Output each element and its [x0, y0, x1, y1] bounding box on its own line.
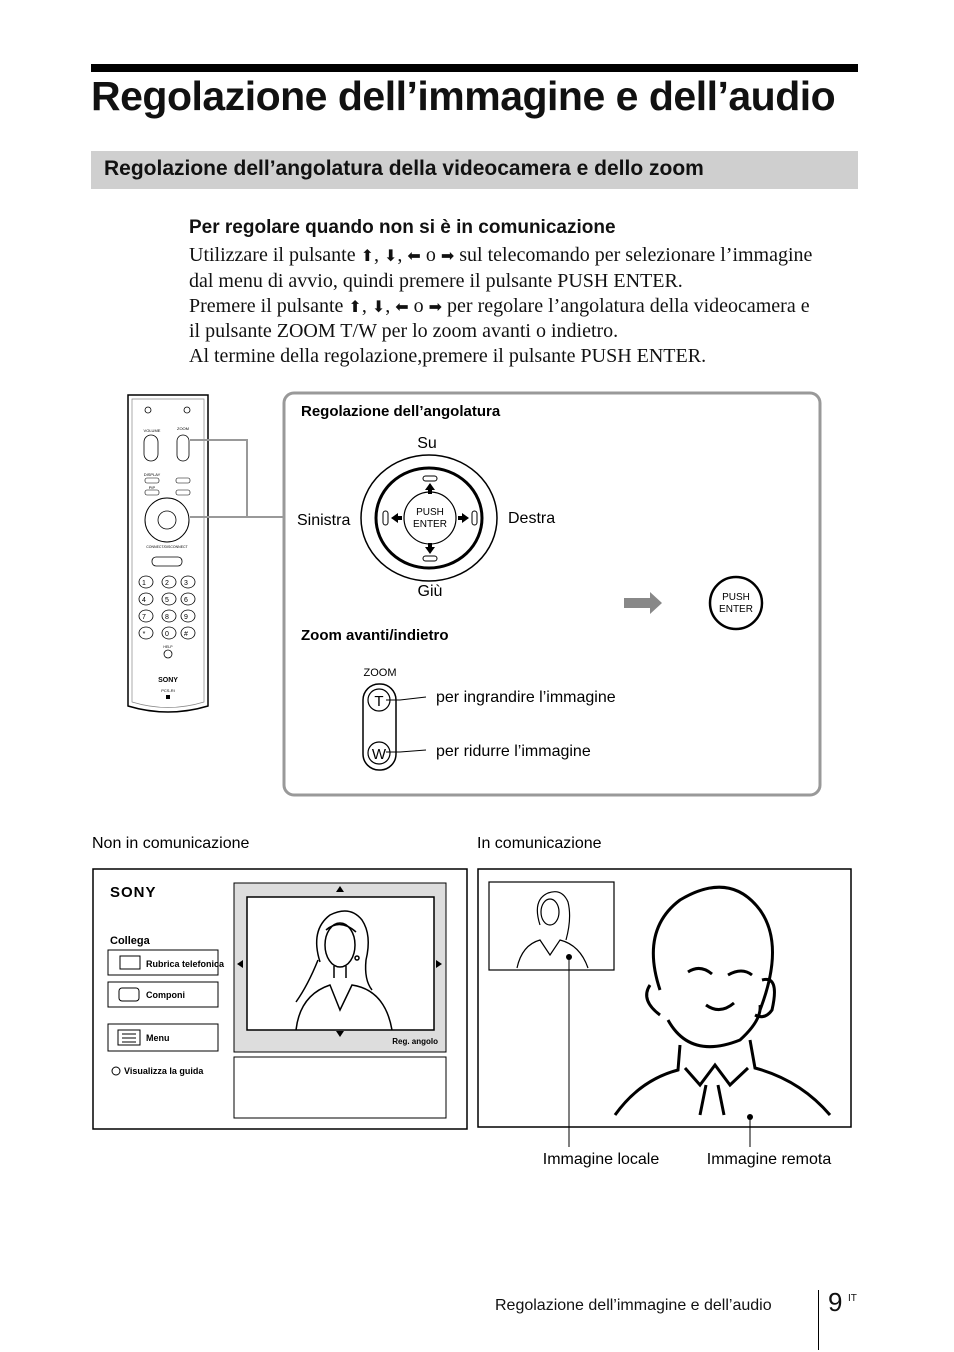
label-right: Destra [508, 510, 556, 527]
remote-control [128, 395, 208, 712]
remote-model: PCS-RI [161, 688, 175, 693]
in-call-label: In comunicazione [477, 835, 602, 852]
footer-text: Regolazione dell’immagine e dell’audio [495, 1297, 772, 1314]
arrow-down-icon: ⬇ [371, 299, 386, 316]
remote-image-label: Immagine remota [706, 1151, 832, 1168]
label-left: Sinistra [297, 512, 351, 529]
guide-label[interactable]: Visualizza la guida [124, 1066, 204, 1076]
remote-key-star[interactable] [139, 627, 153, 639]
body-text: Premere il pulsante [189, 295, 344, 317]
remote-key-label: 6 [184, 597, 188, 604]
push-label: PUSH [416, 507, 444, 518]
push-enter-button[interactable] [404, 492, 456, 544]
remote-key-label: 7 [142, 614, 146, 621]
message-area [234, 1057, 446, 1118]
arrow-left-icon: ⬅ [395, 299, 409, 316]
arrow-down-icon: ⬇ [384, 248, 398, 265]
remote-key-label: 9 [184, 614, 188, 621]
remote-key-label: 3 [184, 580, 188, 587]
down-button[interactable] [423, 556, 437, 561]
label-up: Su [417, 435, 437, 452]
arrow-left-icon: ⬅ [407, 248, 421, 265]
push-label: PUSH [722, 592, 750, 603]
remote-key-label: 1 [142, 580, 146, 587]
zoom-t-label: T [374, 693, 384, 710]
arrow-right-icon: ➡ [428, 299, 443, 316]
local-image-window [489, 882, 614, 970]
remote-connect-label: CONNECT/DISCONNECT [146, 545, 188, 549]
label-down: Giù [417, 583, 443, 600]
zoom-in-desc: per ingrandire l’immagine [436, 689, 616, 706]
phonebook-icon [120, 956, 140, 969]
right-button[interactable] [472, 511, 477, 525]
angle-title: Regolazione dell’angolatura [301, 403, 501, 420]
left-button[interactable] [383, 511, 388, 525]
remote-zoom-label: ZOOM [177, 426, 189, 431]
zoom-w-label: W [371, 746, 387, 763]
footer-rule [818, 1290, 819, 1350]
up-button[interactable] [423, 476, 437, 481]
remote-help-label: HELP [163, 645, 173, 649]
enter-label: ENTER [719, 604, 753, 615]
menu-label: Menu [146, 1033, 170, 1043]
page-title: Regolazione dell’immagine e dell’audio [91, 73, 836, 119]
remote-key-label: 5 [165, 597, 169, 604]
remote-key-label: 4 [142, 597, 146, 604]
remote-key-label: 0 [165, 631, 169, 638]
push-enter-button[interactable] [710, 577, 762, 629]
remote-ir-emitter [166, 695, 170, 699]
dial-button[interactable] [108, 982, 218, 1007]
guide-circle-icon [112, 1067, 120, 1075]
connect-heading: Collega [110, 935, 150, 947]
phonebook-label: Rubrica telefonica [146, 959, 225, 969]
zoom-out-desc: per ridurre l’immagine [436, 743, 591, 760]
local-image-dot [566, 954, 572, 960]
page-language: IT [848, 1293, 857, 1304]
body-line-1: Utilizzare il pulsante ⬆, ⬇, ⬅ o ➡ sul telecomando per selezionare l’immagine [189, 244, 813, 266]
screen-brand-logo: SONY [110, 884, 157, 901]
remote-key-label: * [142, 631, 146, 638]
remote-key-label: 8 [165, 614, 169, 621]
angle-adjust-label: Reg. angolo [392, 1037, 438, 1046]
body-line-5: Al termine della regolazione,premere il pulsante PUSH ENTER. [189, 345, 707, 367]
body-text: per regolare l’angolatura della videocamera e [447, 295, 810, 317]
arrow-right-icon: ➡ [440, 248, 455, 265]
remote-display-label: DISPLAY [143, 472, 161, 477]
local-image-label: Immagine locale [542, 1151, 660, 1168]
body-text: sul telecomando per selezionare l’immagine [459, 244, 813, 266]
arrow-up-icon: ⬆ [360, 248, 375, 265]
subheading: Per regolare quando non si è in comunicazione [189, 217, 616, 238]
remote-brand-logo: SONY [158, 677, 178, 684]
dial-label: Componi [146, 990, 185, 1000]
remote-key-label: 2 [165, 580, 169, 587]
zoom-title: Zoom avanti/indietro [301, 627, 449, 644]
remote-volume-label: VOLUME [143, 428, 161, 433]
remote-image-dot [747, 1114, 753, 1120]
body-text: o [413, 295, 424, 317]
remote-pip-label: PIP [148, 485, 156, 490]
body-text: Utilizzare il pulsante [189, 244, 356, 266]
direction-pad[interactable] [361, 455, 497, 581]
body-line-4: il pulsante ZOOM T/W per lo zoom avanti o indietro. [189, 320, 619, 342]
zoom-label: ZOOM [363, 667, 397, 679]
body-line-3: Premere il pulsante ⬆, ⬇, ⬅ o ➡ per regolare l’angolatura della videocamera e [189, 295, 810, 317]
body-text: o [425, 244, 436, 266]
enter-label: ENTER [413, 519, 447, 530]
menu-button[interactable] [108, 1024, 218, 1051]
phone-icon [119, 988, 139, 1001]
phonebook-button[interactable] [108, 950, 225, 975]
page-number: 9 [828, 1287, 843, 1317]
body-line-2: dal menu di avvio, quindi premere il pulsante PUSH ENTER. [189, 270, 683, 292]
arrow-up-icon: ⬆ [348, 299, 362, 316]
remote-key-label: # [184, 631, 188, 638]
not-in-call-label: Non in comunicazione [92, 835, 250, 852]
section-title: Regolazione dell’angolatura della videocamera e dello zoom [104, 157, 704, 180]
